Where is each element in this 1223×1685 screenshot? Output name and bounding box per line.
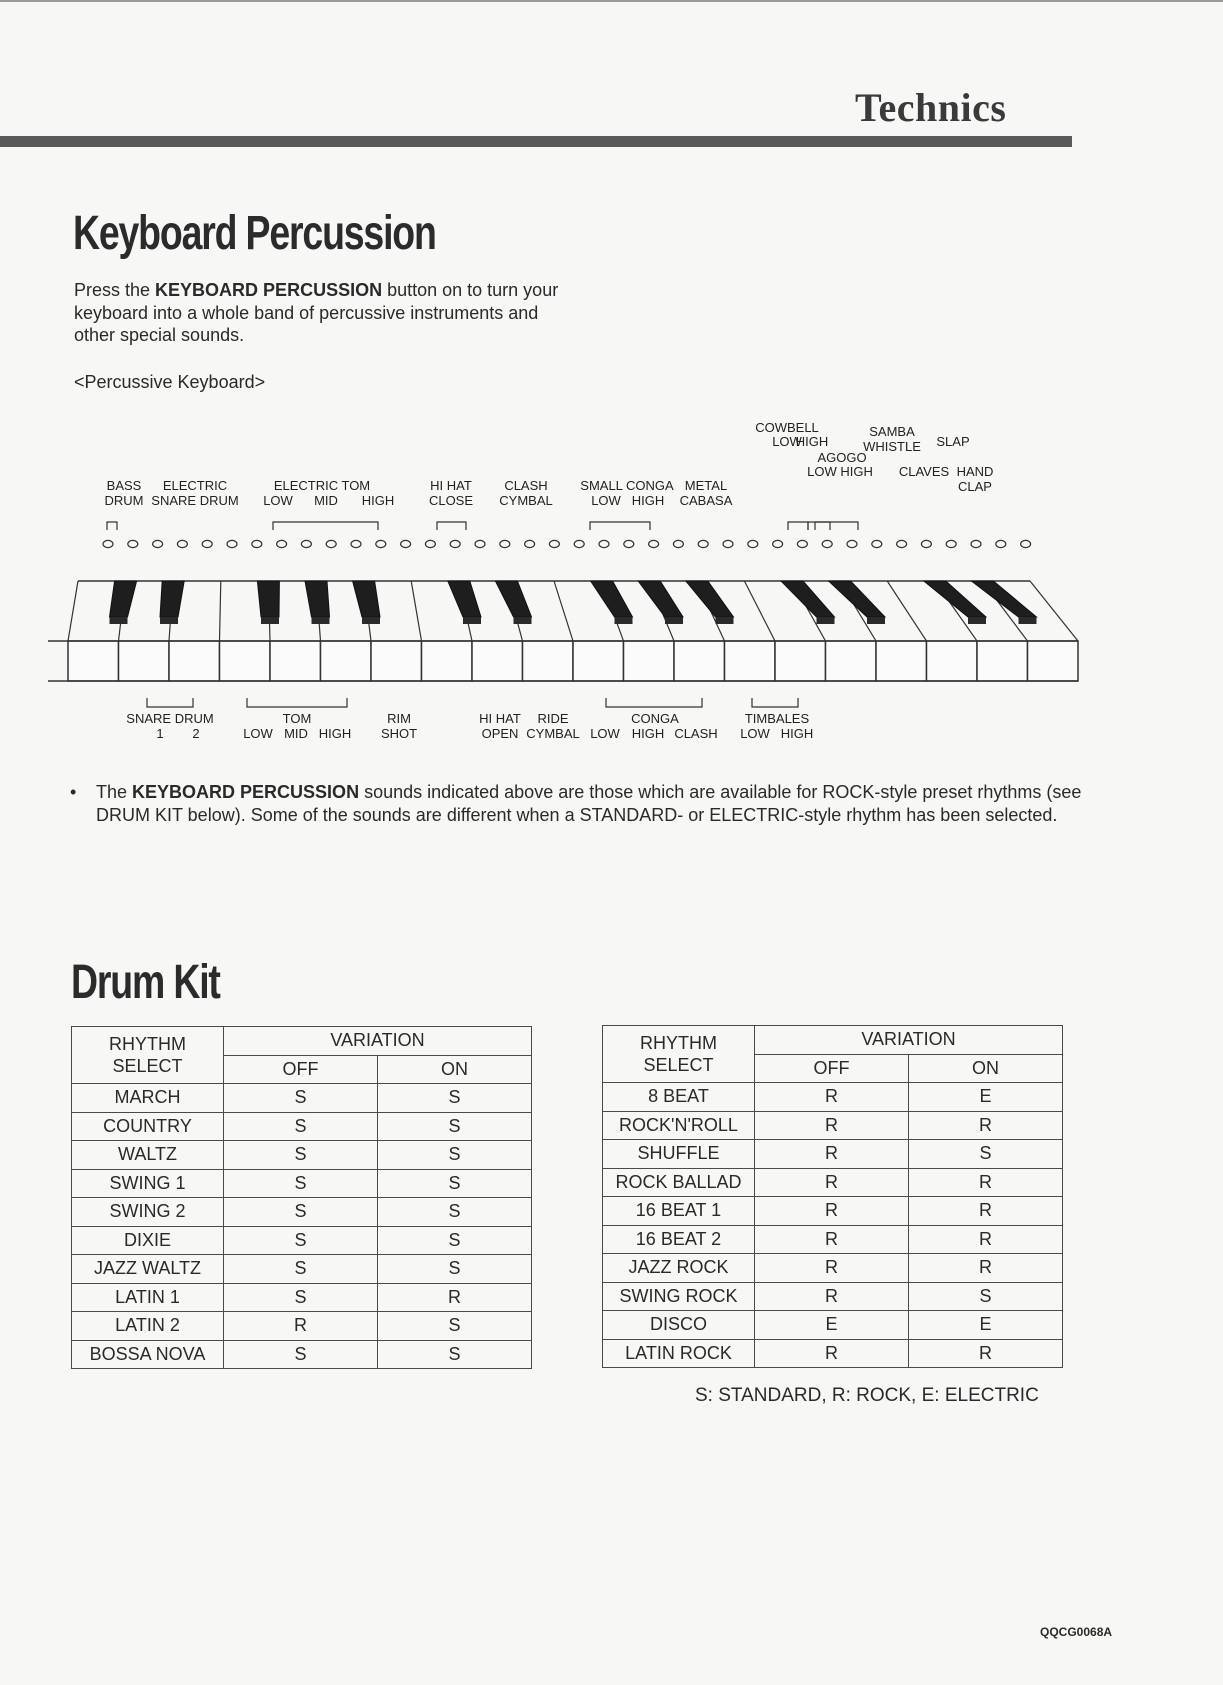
black-key-front xyxy=(514,617,532,624)
percussion-symbol-icon xyxy=(103,540,113,547)
key-label-bottom: CYMBAL xyxy=(526,726,580,741)
white-key xyxy=(674,641,725,681)
black-key xyxy=(781,581,835,617)
rhythm-name-cell: SWING 2 xyxy=(72,1198,224,1227)
header-on: ON xyxy=(909,1054,1063,1083)
white-key xyxy=(1028,641,1079,681)
key-label-top: MID xyxy=(314,493,338,508)
drum-kit-table-left xyxy=(71,1026,532,1369)
intro-paragraph xyxy=(74,279,574,347)
key-label-top: METAL xyxy=(684,478,728,493)
rhythm-name-cell: ROCK BALLAD xyxy=(603,1168,755,1197)
variation-on-cell: R xyxy=(909,1254,1063,1283)
white-key-edge xyxy=(1030,581,1078,641)
variation-on-cell: S xyxy=(378,1169,532,1198)
percussion-symbol-icon xyxy=(252,540,262,547)
rhythm-name-cell: JAZZ ROCK xyxy=(603,1254,755,1283)
label-bracket xyxy=(752,698,798,707)
percussion-symbol-icon xyxy=(723,540,733,547)
variation-off-cell: S xyxy=(224,1084,378,1113)
percussive-keyboard-diagram xyxy=(0,420,1223,750)
percussion-symbol-icon xyxy=(450,540,460,547)
variation-on-cell: S xyxy=(909,1282,1063,1311)
label-bracket xyxy=(147,698,193,707)
percussion-symbol-icon xyxy=(500,540,510,547)
rhythm-name-cell: SWING 1 xyxy=(72,1169,224,1198)
percussion-symbol-icon xyxy=(177,540,187,547)
white-key xyxy=(876,641,927,681)
variation-on-cell: R xyxy=(909,1197,1063,1226)
black-key-front xyxy=(867,617,885,624)
variation-on-cell: S xyxy=(378,1255,532,1284)
white-key xyxy=(826,641,877,681)
header-off: OFF xyxy=(755,1054,909,1083)
key-label-bottom: HIGH xyxy=(318,726,352,741)
percussion-symbol-icon xyxy=(971,540,981,547)
percussion-symbol-icon xyxy=(549,540,559,547)
key-label-bottom: LOW xyxy=(740,726,770,741)
table-row xyxy=(72,1312,532,1341)
percussion-symbol-icon xyxy=(822,540,832,547)
white-key xyxy=(927,641,978,681)
rhythm-name-cell: 8 BEAT xyxy=(603,1083,755,1112)
white-key xyxy=(371,641,422,681)
key-label-top: LOW HIGH xyxy=(807,464,873,479)
variation-off-cell: S xyxy=(224,1283,378,1312)
label-bracket xyxy=(273,522,378,530)
percussion-symbol-icon xyxy=(153,540,163,547)
intro-bold: KEYBOARD PERCUSSION xyxy=(155,280,383,300)
variation-on-cell: R xyxy=(378,1283,532,1312)
percussion-symbol-icon xyxy=(128,540,138,547)
table-row xyxy=(72,1226,532,1255)
variation-off-cell: S xyxy=(224,1255,378,1284)
table-row xyxy=(72,1112,532,1141)
keyboard-subtitle: <Percussive Keyboard> xyxy=(74,372,266,392)
black-key-front xyxy=(261,617,279,624)
header-off: OFF xyxy=(224,1055,378,1084)
black-key xyxy=(353,581,380,617)
table-row xyxy=(603,1311,1063,1340)
rhythm-name-cell: ROCK'N'ROLL xyxy=(603,1111,755,1140)
variation-on-cell: E xyxy=(909,1083,1063,1112)
header-rhythm-select: RHYTHM SELECT xyxy=(72,1027,224,1084)
percussion-symbol-icon xyxy=(797,540,807,547)
variation-on-cell: R xyxy=(909,1111,1063,1140)
table-row xyxy=(72,1084,532,1113)
white-key xyxy=(422,641,473,681)
table-row xyxy=(603,1168,1063,1197)
percussion-symbol-icon xyxy=(773,540,783,547)
variation-off-cell: R xyxy=(755,1339,909,1368)
label-bracket xyxy=(815,522,858,530)
percussion-symbol-icon xyxy=(897,540,907,547)
key-label-bottom: 1 xyxy=(156,726,164,741)
key-label-bottom: LOW xyxy=(243,726,273,741)
white-key-edge xyxy=(554,581,573,641)
header-rule xyxy=(0,136,1072,147)
key-label-top: SAMBA xyxy=(869,424,915,439)
header-variation: VARIATION xyxy=(755,1026,1063,1055)
key-label-bottom: RIDE xyxy=(537,711,569,726)
key-label-top: ELECTRIC xyxy=(162,478,228,493)
rhythm-name-cell: WALTZ xyxy=(72,1141,224,1170)
percussion-symbol-icon xyxy=(351,540,361,547)
table-row xyxy=(72,1198,532,1227)
key-label-bottom: TOM xyxy=(282,711,312,726)
section-title-keyboard-percussion: Keyboard Percussion xyxy=(73,207,436,260)
header-on: ON xyxy=(378,1055,532,1084)
white-key-edge xyxy=(744,581,775,641)
rhythm-name-cell: 16 BEAT 1 xyxy=(603,1197,755,1226)
variation-off-cell: R xyxy=(755,1168,909,1197)
key-label-top: HAND xyxy=(956,464,994,479)
rhythm-name-cell: LATIN 2 xyxy=(72,1312,224,1341)
legend-text: S: STANDARD, R: ROCK, E: ELECTRIC xyxy=(695,1385,1039,1406)
variation-off-cell: R xyxy=(755,1197,909,1226)
key-label-bottom: MID xyxy=(284,726,308,741)
key-label-top: DRUM xyxy=(104,493,144,508)
black-key-front xyxy=(817,617,835,624)
table-row xyxy=(72,1340,532,1369)
intro-pre: Press the xyxy=(74,280,156,300)
variation-on-cell: R xyxy=(909,1225,1063,1254)
key-label-top: HIGH xyxy=(631,493,665,508)
key-label-top: SLAP xyxy=(936,434,970,449)
key-label-top: SNARE DRUM xyxy=(151,493,239,508)
white-key xyxy=(119,641,170,681)
rhythm-name-cell: BOSSA NOVA xyxy=(72,1340,224,1369)
label-bracket xyxy=(247,698,347,707)
table-row xyxy=(603,1083,1063,1112)
key-label-top: CYMBAL xyxy=(499,493,553,508)
variation-off-cell: R xyxy=(755,1111,909,1140)
variation-off-cell: S xyxy=(224,1226,378,1255)
key-label-top: SMALL CONGA xyxy=(580,478,674,493)
percussion-symbol-icon xyxy=(847,540,857,547)
percussion-symbol-icon xyxy=(202,540,212,547)
variation-off-cell: R xyxy=(755,1083,909,1112)
note-bold: KEYBOARD PERCUSSION xyxy=(132,782,360,802)
percussion-symbol-icon xyxy=(921,540,931,547)
section-title-drum-kit: Drum Kit xyxy=(71,956,220,1009)
key-label-top: LOW xyxy=(263,493,293,508)
black-key-front xyxy=(665,617,683,624)
brand-logo: Technics xyxy=(855,85,1007,130)
variation-off-cell: S xyxy=(224,1340,378,1369)
label-bracket xyxy=(606,698,702,707)
table-row xyxy=(603,1339,1063,1368)
key-label-top: HI HAT xyxy=(430,478,472,493)
key-label-bottom: SHOT xyxy=(380,726,418,741)
percussion-symbol-icon xyxy=(301,540,311,547)
rhythm-name-cell: DIXIE xyxy=(72,1226,224,1255)
key-label-top: WHISTLE xyxy=(863,439,921,454)
note-pre: The xyxy=(96,782,133,802)
white-key xyxy=(169,641,220,681)
rhythm-name-cell: MARCH xyxy=(72,1084,224,1113)
variation-on-cell: S xyxy=(378,1312,532,1341)
key-label-top: CLAP xyxy=(958,479,992,494)
variation-on-cell: S xyxy=(378,1340,532,1369)
variation-off-cell: R xyxy=(755,1254,909,1283)
note-bullet: • xyxy=(70,782,77,802)
note-text xyxy=(96,781,1136,826)
key-label-bottom: 2 xyxy=(192,726,200,741)
variation-off-cell: R xyxy=(755,1225,909,1254)
white-key xyxy=(523,641,574,681)
percussion-symbol-icon xyxy=(475,540,485,547)
variation-on-cell: S xyxy=(378,1112,532,1141)
black-key xyxy=(638,581,683,617)
black-key-front xyxy=(160,617,178,624)
percussion-symbol-icon xyxy=(624,540,634,547)
percussion-symbol-icon xyxy=(872,540,882,547)
white-key xyxy=(775,641,826,681)
label-bracket xyxy=(437,522,466,530)
white-key-edge xyxy=(68,581,78,641)
percussion-symbol-icon xyxy=(525,540,535,547)
key-label-top: LOW xyxy=(591,493,621,508)
rhythm-name-cell: COUNTRY xyxy=(72,1112,224,1141)
key-label-top: CLASH xyxy=(504,478,548,493)
percussion-symbol-icon xyxy=(376,540,386,547)
black-key xyxy=(305,581,330,617)
label-bracket xyxy=(808,522,830,530)
variation-off-cell: S xyxy=(224,1112,378,1141)
white-key xyxy=(68,641,119,681)
percussion-symbol-icon xyxy=(698,540,708,547)
key-label-bottom: RIM xyxy=(387,711,411,726)
black-key xyxy=(591,581,633,617)
black-key-front xyxy=(968,617,986,624)
key-label-top: ELECTRIC TOM xyxy=(273,478,371,493)
rhythm-name-cell: LATIN 1 xyxy=(72,1283,224,1312)
white-key xyxy=(573,641,624,681)
key-label-top: LOW xyxy=(772,434,802,449)
variation-off-cell: R xyxy=(224,1312,378,1341)
rhythm-name-cell: DISCO xyxy=(603,1311,755,1340)
key-label-bottom: TIMBALES xyxy=(744,711,810,726)
black-key-front xyxy=(110,617,128,624)
percussion-symbol-icon xyxy=(673,540,683,547)
rhythm-name-cell: LATIN ROCK xyxy=(603,1339,755,1368)
key-label-top: HIGH xyxy=(361,493,395,508)
key-label-top: AGOGO xyxy=(817,450,867,465)
black-key-front xyxy=(312,617,330,624)
intro-post: button on to turn your keyboard into a whole band of percussive instruments and other special sounds. xyxy=(74,280,559,345)
top-border xyxy=(0,0,1223,2)
variation-on-cell: S xyxy=(378,1141,532,1170)
table-row xyxy=(72,1283,532,1312)
key-label-top: CLOSE xyxy=(428,493,474,508)
black-key xyxy=(257,581,279,617)
white-key-edge xyxy=(411,581,421,641)
variation-on-cell: S xyxy=(378,1226,532,1255)
variation-off-cell: R xyxy=(755,1140,909,1169)
header-rhythm-select: RHYTHM SELECT xyxy=(603,1026,755,1083)
note-post: sounds indicated above are those which are available for ROCK-style preset rhythms (see DRUM KIT below). Some of the sounds are different when a STANDARD- or ELECTRIC-style rhythm has been selected. xyxy=(96,782,1082,825)
key-label-bottom: CONGA xyxy=(631,711,679,726)
white-key-edge xyxy=(220,581,221,641)
percussion-symbol-icon xyxy=(574,540,584,547)
variation-on-cell: E xyxy=(909,1311,1063,1340)
black-key xyxy=(495,581,531,617)
percussion-symbol-icon xyxy=(326,540,336,547)
rhythm-name-cell: SHUFFLE xyxy=(603,1140,755,1169)
key-label-bottom: HI HAT xyxy=(479,711,521,726)
label-bracket xyxy=(107,522,117,530)
rhythm-name-cell: 16 BEAT 2 xyxy=(603,1225,755,1254)
document-code: QQCG0068A xyxy=(1040,1625,1113,1639)
key-label-top: BASS xyxy=(106,478,142,493)
percussion-symbol-icon xyxy=(946,540,956,547)
key-label-top: CABASA xyxy=(679,493,733,508)
key-label-bottom: CLASH xyxy=(674,726,718,741)
black-key-front xyxy=(362,617,380,624)
table-row xyxy=(72,1141,532,1170)
black-key-front xyxy=(463,617,481,624)
percussion-symbol-icon xyxy=(748,540,758,547)
label-bracket xyxy=(590,522,650,530)
variation-off-cell: S xyxy=(224,1198,378,1227)
white-key-edge xyxy=(887,581,926,641)
black-key-front xyxy=(615,617,633,624)
key-label-top: COWBELL xyxy=(755,420,819,435)
white-key xyxy=(725,641,776,681)
percussion-symbol-icon xyxy=(599,540,609,547)
variation-on-cell: S xyxy=(378,1198,532,1227)
percussion-symbol-icon xyxy=(277,540,287,547)
black-key xyxy=(448,581,481,617)
percussion-symbol-icon xyxy=(649,540,659,547)
variation-on-cell: S xyxy=(909,1140,1063,1169)
table-row xyxy=(603,1140,1063,1169)
table-row xyxy=(603,1282,1063,1311)
variation-on-cell: R xyxy=(909,1339,1063,1368)
black-key xyxy=(971,581,1036,617)
variation-off-cell: R xyxy=(755,1282,909,1311)
black-key xyxy=(160,581,184,617)
table-row xyxy=(72,1169,532,1198)
rhythm-name-cell: SWING ROCK xyxy=(603,1282,755,1311)
white-key xyxy=(321,641,372,681)
key-label-bottom: HIGH xyxy=(780,726,814,741)
key-label-top: CLAVES xyxy=(898,464,950,479)
black-key-front xyxy=(716,617,734,624)
white-key xyxy=(977,641,1028,681)
percussion-symbol-icon xyxy=(401,540,411,547)
black-key-front xyxy=(1019,617,1037,624)
percussion-symbol-icon xyxy=(1021,540,1031,547)
table-row xyxy=(603,1225,1063,1254)
variation-on-cell: S xyxy=(378,1084,532,1113)
white-key xyxy=(270,641,321,681)
white-key xyxy=(220,641,271,681)
header-variation: VARIATION xyxy=(224,1027,532,1056)
key-label-bottom: OPEN xyxy=(481,726,519,741)
percussion-symbol-icon xyxy=(425,540,435,547)
black-key xyxy=(829,581,885,617)
key-label-bottom: SNARE DRUM xyxy=(126,711,214,726)
percussion-symbol-icon xyxy=(227,540,237,547)
variation-off-cell: S xyxy=(224,1169,378,1198)
white-key xyxy=(624,641,675,681)
percussion-symbol-icon xyxy=(996,540,1006,547)
black-key xyxy=(110,581,137,617)
table-row xyxy=(603,1111,1063,1140)
rhythm-name-cell: JAZZ WALTZ xyxy=(72,1255,224,1284)
variation-off-cell: E xyxy=(755,1311,909,1340)
black-key xyxy=(924,581,986,617)
table-row xyxy=(603,1254,1063,1283)
variation-on-cell: R xyxy=(909,1168,1063,1197)
white-key xyxy=(472,641,523,681)
variation-off-cell: S xyxy=(224,1141,378,1170)
label-bracket xyxy=(788,522,808,530)
black-key xyxy=(686,581,734,617)
table-row xyxy=(603,1197,1063,1226)
drum-kit-table-right xyxy=(602,1025,1063,1368)
key-label-bottom: HIGH xyxy=(631,726,665,741)
key-label-bottom: LOW xyxy=(590,726,620,741)
table-row xyxy=(72,1255,532,1284)
key-label-top: HIGH xyxy=(795,434,829,449)
